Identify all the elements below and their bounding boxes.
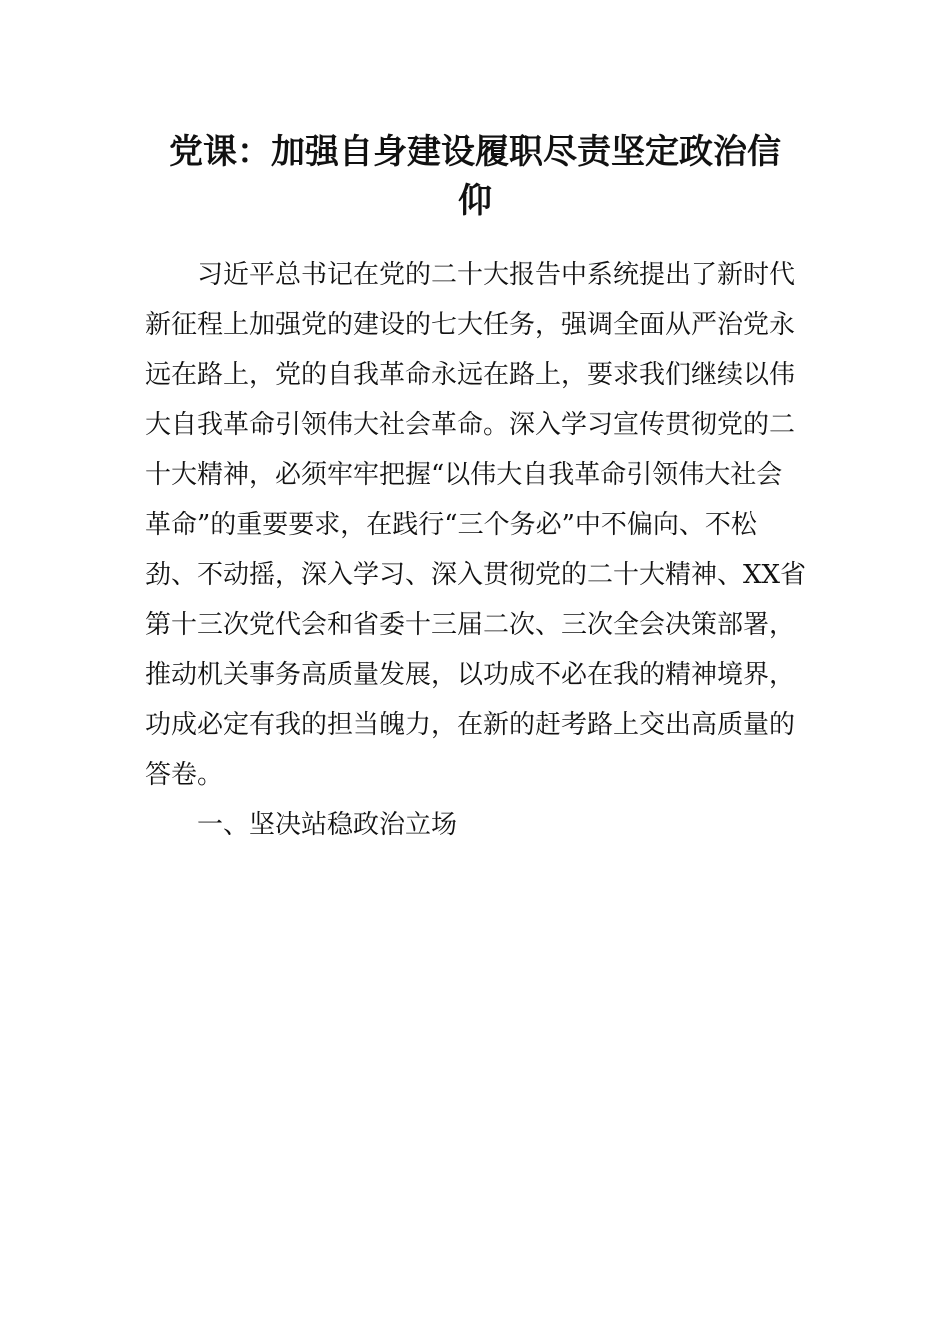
paragraph-line-8: 第十三次党代会和省委十三届二次、三次全会决策部署， xyxy=(145,610,796,640)
paragraph-line-11: 答卷。 xyxy=(145,760,224,790)
paragraph-line-7: 劲、不动摇，深入学习、深入贯彻党的二十大精神、XX省 xyxy=(145,560,807,590)
paragraph-line-1: 习近平总书记在党的二十大报告中系统提出了新时代 xyxy=(145,260,796,290)
paragraph-line-5: 十大精神，必须牢牢把握“以伟大自我革命引领伟大社会 xyxy=(145,460,783,490)
paragraph-line-6: 革命”的重要要求，在践行“三个务必”中不偏向、不松 xyxy=(145,510,757,540)
paragraph-line-9: 推动机关事务高质量发展，以功成不必在我的精神境界， xyxy=(145,660,796,690)
paragraph-line-4: 大自我革命引领伟大社会革命。深入学习宣传贯彻党的二 xyxy=(145,410,796,440)
paragraph-line-2: 新征程上加强党的建设的七大任务，强调全面从严治党永 xyxy=(145,310,796,340)
paragraph-line-10: 功成必定有我的担当魄力，在新的赶考路上交出高质量的 xyxy=(145,710,796,740)
document-title-line-1: 党课：加强自身建设履职尽责坚定政治信 xyxy=(169,132,781,172)
section-heading: 一、坚决站稳政治立场 xyxy=(145,810,458,840)
paragraph-line-3: 远在路上，党的自我革命永远在路上，要求我们继续以伟 xyxy=(145,360,796,390)
document-title-line-2: 仰 xyxy=(458,181,492,221)
